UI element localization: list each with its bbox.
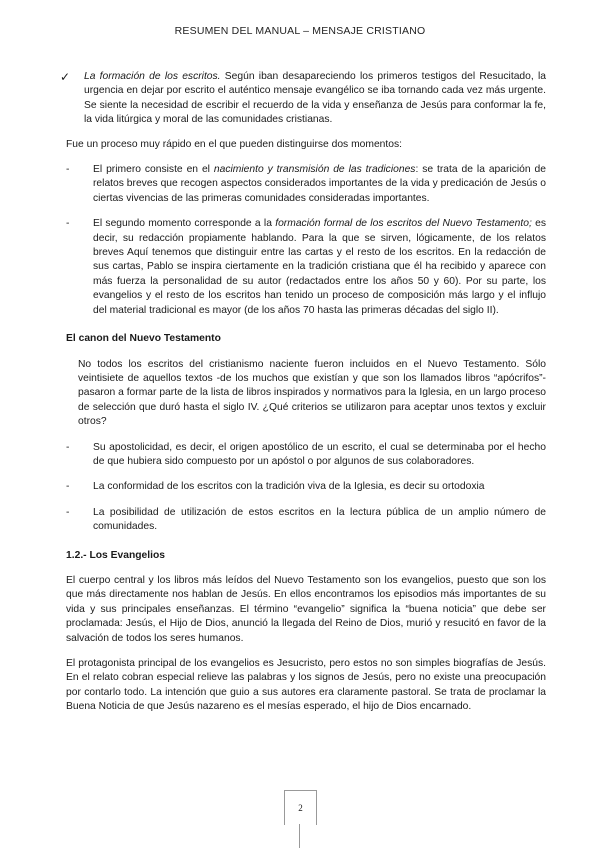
momento-item-2 [66, 217, 546, 318]
criterion-3-text: La posibilidad de utilización de estos escritos en la lectura pública de un amplio número de comunidades. [93, 506, 546, 533]
dash-bullet: - [66, 506, 70, 518]
page-number: 2 [284, 790, 317, 825]
momentos-intro: Fue un proceso muy rápido en el que pueden distinguirse dos momentos: [66, 138, 402, 150]
momento-1-text-a: El primero consiste en el [93, 164, 214, 176]
page-number-connector-line [299, 824, 300, 848]
momento-2-text-a: El segundo momento corresponde a la [93, 218, 276, 230]
criterion-item-2 [66, 480, 546, 494]
escritos-text: Según iban desapareciendo los primeros testigos del Resucitado, la urgencia en dejar por escrito el auténtico mensaje evangélico se iba tornando cada vez más urgente. Se siente la necesidad de escribir el recuerdo de la vida y enseñanza de Jesús para conformar la fe, la vida litúrgica y moral de las comunidades cristianas. [84, 71, 546, 126]
momento-item-1 [66, 163, 546, 206]
criterion-1-text: Su apostolicidad, es decir, el origen apostólico de un escrito, el cual se determinaba por el hecho de que hubiera sido compuesto por un apóstol o por algunos de sus colaboradores. [93, 441, 546, 467]
escritos-title: La formación de los escritos. [84, 71, 221, 82]
criterion-2-text: La conformidad de los escritos con la tradición viva de la Iglesia, es decir su ortodoxia [93, 481, 485, 493]
criterion-item-3 [66, 506, 546, 535]
dash-bullet: - [66, 164, 70, 176]
momento-1-emphasis: nacimiento y transmisión de las tradiciones [213, 164, 416, 176]
page-header: RESUMEN DEL MANUAL – MENSAJE CRISTIANO [174, 25, 426, 37]
dash-bullet: - [66, 218, 70, 230]
canon-heading: El canon del Nuevo Testamento [66, 333, 221, 345]
momento-2-emphasis: formación formal de los escritos del Nuevo Testamento; [275, 218, 532, 230]
evangelios-heading: 1.2.- Los Evangelios [66, 549, 165, 561]
evangelios-paragraph-2: El protagonista principal de los evangelios es Jesucristo, pero estos no son simples biografías de Jesús. En el relato cobran especial relieve las palabras y los signos de Jesús, pero no existe una preocupación por contarlo todo. La intención que guio a sus autores era claramente pastoral. Se trata de proclamar la Buena Noticia de que Jesús nazareno es el mesías esperado, el hijo de Dios encarnado. [66, 658, 546, 713]
criterion-item-1 [66, 441, 546, 470]
evangelios-paragraph-1: El cuerpo central y los libros más leídos del Nuevo Testamento son los evangelios, puesto que son los que más directamente nos hablan de Jesús. En ellos encontramos los episodios más importantes de su vida y sus principales enseñanzas. El término “evangelio” significa la “buena noticia” que debe ser proclamada: Jesús, el Hijo de Dios, anunció la llegada del Reino de Dios, murió y resucitó en favor de la salvación de todos los seres humanos. [66, 574, 546, 644]
checkmark-icon: ✓ [60, 70, 71, 84]
momento-1-text-b: : se trata de la aparición de relatos breves que recogen aspectos considerados importantes de la vida y predicación de Jesús o ciertas vivencias de las primeras comunidades consideradas importantes. [93, 164, 546, 204]
dash-bullet: - [66, 481, 70, 493]
document-body [60, 70, 546, 726]
dash-bullet: - [66, 441, 70, 453]
escritos-paragraph [60, 70, 546, 128]
momento-2-text-b: es decir, su redacción propiamente hablando. Para la que se sirven, lógicamente, de los relatos breves Aquí tenemos que distinguir entre las cartas y el resto de los escritos. En la redacción de sus cartas, Pablo se inspira ciertamente en la tradición cristiana que él ha recibido y aparece con más fuerza la personalidad de su autor (redactados entre los años 50 y 60). Por su parte, los evangelios y el resto de los escritos han tenido un proceso de composición más largo y el influjo del material tradicional es mayor (de los años 70 hasta las primeras décadas del siglo II). [93, 218, 546, 316]
canon-intro: No todos los escritos del cristianismo naciente fueron incluidos en el Nuevo Testamento. Sólo veintisiete de aquellos textos -de los muchos que existían y que son los llamados libros “apócrifos”- pasaron a formar parte de la lista de libros inspirados y normativos para la Iglesia, en un largo proceso de selección que duró hasta el siglo IV. ¿Qué criterios se utilizaron para aceptar unos textos y excluir otros? [78, 358, 546, 428]
